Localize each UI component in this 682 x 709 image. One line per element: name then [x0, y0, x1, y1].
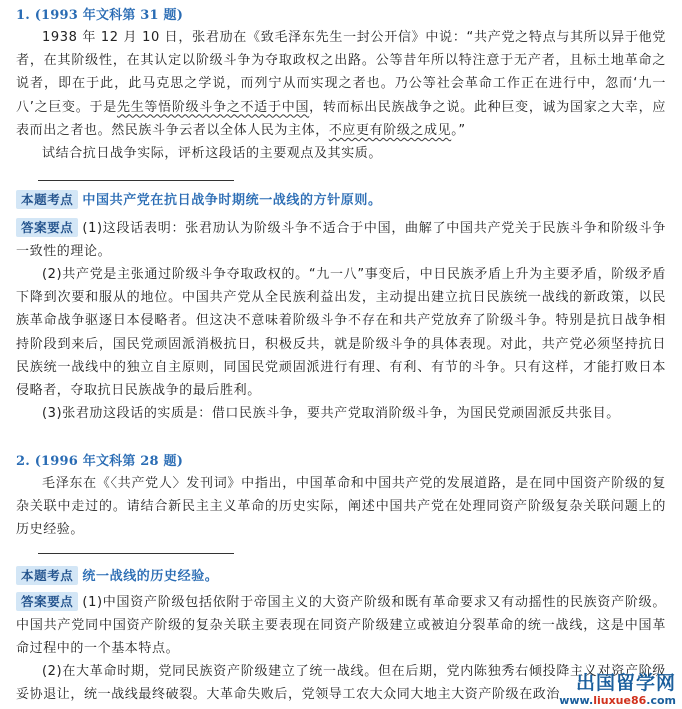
answer-1-item-3: (3)张君劢这段话的实质是：借口民族斗争，要共产党取消阶级斗争，为国民党顽固派反共张目。: [42, 406, 620, 421]
divider-1: [38, 180, 234, 181]
answer-2-item-2: (2)在大革命时期，党同民族资产阶级建立了统一战线。但在后期，党内陈独秀右倾投降主义对资产阶级妥协退让，统一战线最终破裂。大革命失败后，党领导工农大众同大地主大资产阶级在政治: [16, 664, 666, 703]
url-part-b: liuxue86: [593, 694, 647, 707]
wavy-underline-1: 先生等悟阶级斗争之不适于中国: [116, 99, 310, 115]
watermark-logo-text: 出国留学网: [575, 672, 676, 694]
watermark-url: [559, 694, 676, 707]
kaodian-text: 统一战线的历史经验。: [82, 569, 219, 584]
kaodian-badge: 本题考点: [16, 190, 78, 209]
question-1-prompt: 试结合抗日战争实际，评析这段话的主要观点及其实质。: [42, 146, 383, 161]
wavy-underline-2: 不应更有阶级之成见: [328, 122, 452, 138]
question-1-quote: [16, 26, 666, 142]
site-watermark: [559, 672, 676, 707]
quote-text-a: 1938 年 12 月 10 日，张君劢在《致毛泽东先生一封公开信》中说：“共产党之特点与其所以异于他党者，在其阶级性，在其认定以阶级斗争为夺取政权之出路。公等昔年所以特注意于无产者，且标土地革命之说者，即在于此，此马克思之学说，而列宁从而实现之者也。乃公等社会革命工作正在进行中，忽而‘九一八’之巨变。于是: [16, 30, 666, 115]
answer-2-item-1: [16, 591, 666, 661]
kaodian-text: 中国共产党在抗日战争时期统一战线的方针原则。: [82, 193, 382, 208]
answer-1-item-2: (2)共产党是主张通过阶级斗争夺取政权的。“九一八”事变后，中日民族矛盾上升为主要矛盾，阶级矛盾下降到次要和服从的地位。中国共产党从全民族利益出发，主动提出建立抗日民族统一战线的新政策，以民族革命战争驱逐日本侵略者。但这决不意味着阶级斗争不存在和共产党放弃了阶级斗争。特别是抗日战争相持阶段到来后，国民党顽固派消极抗日，积极反共，就是阶级斗争的具体表现。对此，共产党必须坚持抗日民族统一战线中的独立自主原则，同国民党顽固派进行有理、有利、有节的斗争。只有这样，才能打败日本侵略者，夺取抗日民族战争的最后胜利。: [16, 267, 666, 399]
yaodian-badge: 答案要点: [16, 592, 78, 611]
answer-1-item-1-text: (1)这段话表明：张君劢认为阶级斗争不适合于中国，曲解了中国共产党关于民族斗争和阶级斗争一致性的理论。: [16, 221, 666, 260]
answer-1-kaodian: [16, 189, 666, 212]
kaodian-badge: 本题考点: [16, 566, 78, 585]
quote-text-b: ，转而标出民族战争之说。此种巨变，诚为国家之大幸，应表而出之者也。然民族斗争云者以全体人民为主体，: [16, 99, 666, 138]
answer-2-kaodian: [16, 565, 666, 588]
url-part-c: .com: [646, 694, 676, 707]
question-2-prompt: 毛泽东在《〈共产党人〉发刊词》中指出，中国革命和中国共产党的发展道路，是在同中国资产阶级的复杂关联中走过的。请结合新民主主义革命的历史实际，阐述中国共产党在处理同资产阶级复杂关联问题上的历史经验。: [16, 476, 666, 538]
yaodian-badge: 答案要点: [16, 218, 78, 237]
quote-text-c: 。”: [451, 122, 466, 138]
answer-1-item-1: [16, 217, 666, 263]
answer-2-item-1-text: (1)中国资产阶级包括依附于帝国主义的大资产阶级和既有革命要求又有动摇性的民族资产阶级。中国共产党同中国资产阶级的复杂关联主要表现在同资产阶级建立或被迫分裂革命的统一战线，这是中国革命过程中的一个基本特点。: [16, 595, 666, 657]
question-2-title: 2. (1996 年文科第 28 题): [16, 454, 184, 469]
question-1-title: 1. (1993 年文科第 31 题): [16, 8, 184, 23]
divider-2: [38, 553, 234, 554]
url-part-a: www.: [559, 694, 594, 707]
